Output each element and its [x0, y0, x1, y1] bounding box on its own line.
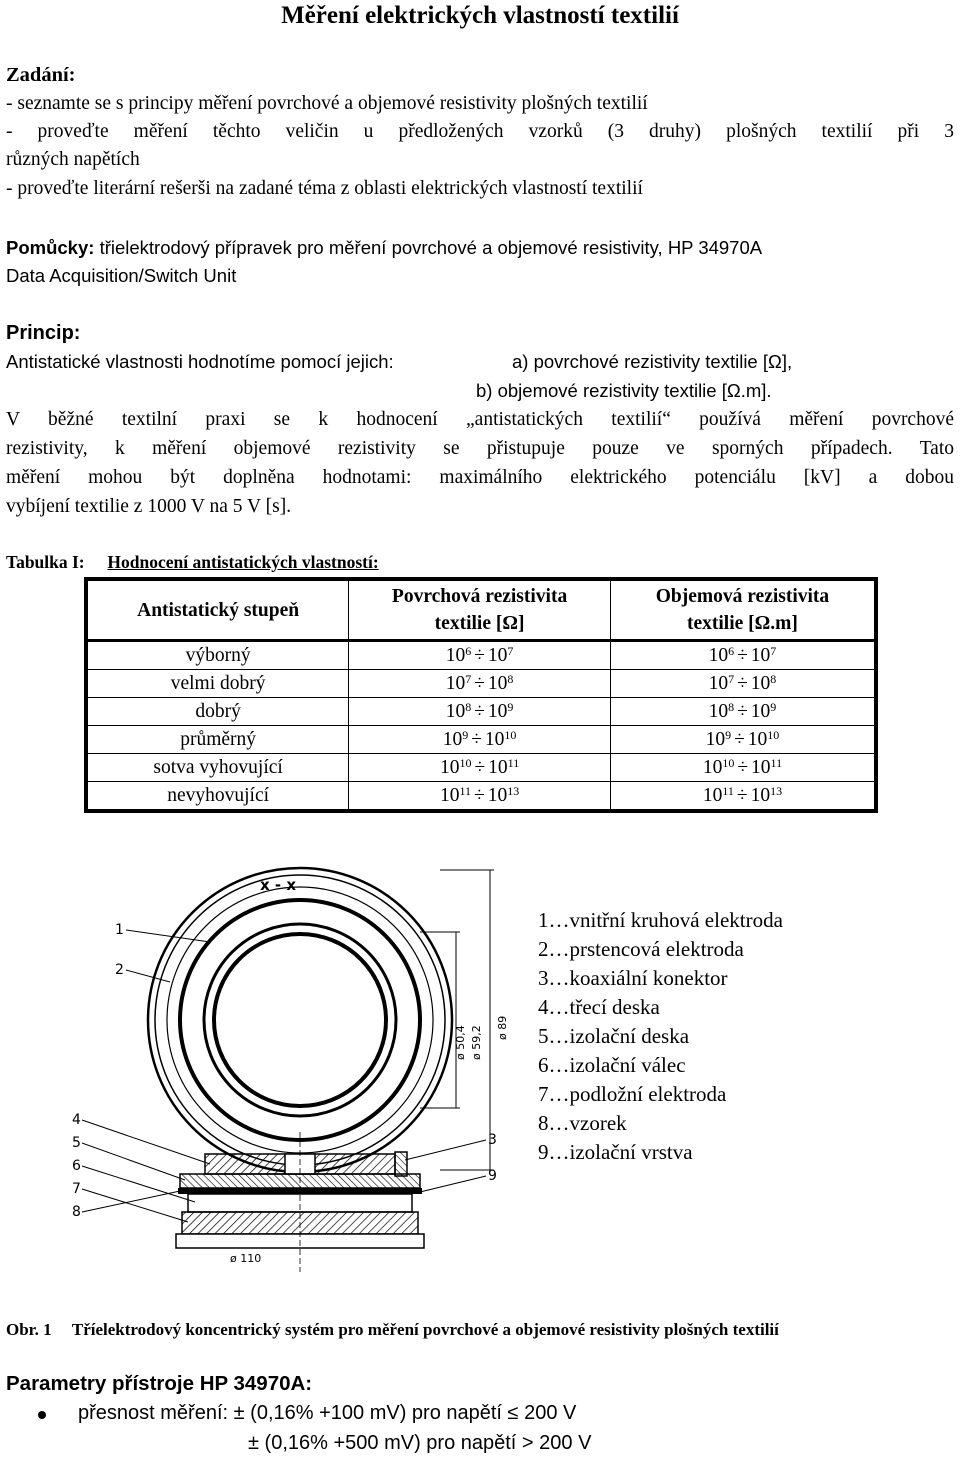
figure-caption	[6, 1320, 779, 1340]
zadani-item: - proveďte literární rešerši na zadané téma z oblasti elektrických vlastností textilií	[6, 178, 643, 199]
header-surface: Povrchová rezistivita textilie [Ω]	[349, 579, 611, 641]
grade-cell: výborný	[86, 641, 349, 670]
table-row	[86, 641, 876, 670]
grade-cell: velmi dobrý	[86, 670, 349, 698]
grade-cell: sotva vyhovující	[86, 754, 349, 782]
grade-cell: průměrný	[86, 726, 349, 754]
table-row	[86, 726, 876, 754]
surface-resistivity-cell: $10^7 \div 10^8$	[349, 670, 611, 698]
zadani-item: - seznamte se s principy měření povrchové a objemové resistivity plošných textilií	[6, 93, 648, 114]
table-header-row	[86, 579, 876, 641]
section-label: x - x	[260, 876, 297, 894]
side-view	[176, 1132, 424, 1272]
pomucky-text: třielektrodový přípravek pro měření povrchové a objemové resistivity, HP 34970A	[99, 237, 763, 258]
callout-2: 2	[115, 962, 124, 978]
figure-caption-label: Obr. 1	[6, 1320, 52, 1339]
volume-resistivity-cell: $10^8 \div 10^9$	[610, 698, 876, 726]
dim-inner: ø 50,4	[454, 1025, 467, 1060]
figure-caption-text: Tříelektrodový koncentrický systém pro měření povrchové a objemové resistivity plošných textilií	[71, 1320, 779, 1339]
dim-base: ø 110	[230, 1252, 262, 1265]
grade-cell: nevyhovující	[86, 782, 349, 812]
pomucky-line	[6, 237, 762, 259]
surface-resistivity-cell: $10^{10} \div 10^{11}$	[349, 754, 611, 782]
princip-line: Antistatické vlastnosti hodnotíme pomocí jejich:	[6, 351, 394, 372]
callout-9: 9	[488, 1168, 497, 1184]
bullet-value-1: ± (0,16% +100 mV) pro napětí ≤ 200 V	[233, 1402, 577, 1424]
callout-3: 3	[488, 1132, 497, 1148]
callout-1: 1	[115, 922, 124, 938]
princip-option-a: a) povrchové rezistivity textilie [Ω],	[512, 351, 793, 372]
zadani-item	[6, 121, 954, 143]
volume-resistivity-cell: $10^7 \div 10^8$	[610, 670, 876, 698]
legend-item: 9…izolační vrstva	[538, 1140, 693, 1164]
volume-resistivity-cell: $10^{10} \div 10^{11}$	[610, 754, 876, 782]
callout-5: 5	[72, 1135, 81, 1151]
callout-8: 8	[72, 1204, 81, 1220]
princip-heading: Princip:	[6, 322, 81, 344]
surface-resistivity-cell: $10^9 \div 10^{10}$	[349, 726, 611, 754]
pomucky-label: Pomůcky:	[6, 237, 95, 258]
volume-resistivity-cell: $10^6 \div 10^7$	[610, 641, 876, 670]
paragraph-line: V běžné textilní praxi se k hodnocení „antistatických textilií“ používá měření povrchové	[6, 409, 954, 430]
table-row	[86, 698, 876, 726]
table-caption	[6, 552, 379, 573]
volume-resistivity-cell: $10^{11} \div 10^{13}$	[610, 782, 876, 812]
parametry-line-1	[78, 1402, 576, 1425]
table-caption-text: Hodnocení antistatických vlastností:	[107, 552, 379, 572]
legend-item: 7…podložní elektroda	[538, 1082, 727, 1106]
parametry-heading: Parametry přístroje HP 34970A:	[6, 1372, 313, 1395]
antistatic-table	[84, 577, 878, 813]
top-view	[148, 868, 452, 1172]
callout-6: 6	[72, 1158, 81, 1174]
bullet-dot	[38, 1411, 46, 1419]
legend-item: 2…prstencová elektroda	[538, 937, 744, 961]
figure-legend	[538, 908, 783, 1169]
princip-option-b: b) objemové rezistivity textilie [Ω.m].	[476, 380, 772, 401]
paragraph-line: měření mohou být doplněna hodnotami: maximálního elektrického potenciálu [kV] a dobou	[6, 467, 954, 488]
header-volume: Objemová rezistivita textilie [Ω.m]	[610, 579, 876, 641]
zadani-item: různých napětích	[6, 149, 140, 170]
surface-resistivity-cell: $10^6 \div 10^7$	[349, 641, 611, 670]
grade-cell: dobrý	[86, 698, 349, 726]
legend-item: 4…třecí deska	[538, 995, 660, 1019]
legend-item: 1…vnitřní kruhová elektroda	[538, 908, 783, 932]
callout-4: 4	[72, 1112, 81, 1128]
table-row	[86, 782, 876, 812]
legend-item: 5…izolační deska	[538, 1024, 690, 1048]
callout-7: 7	[72, 1181, 81, 1197]
header-grade: Antistatický stupeň	[86, 579, 349, 641]
zadani-item-text: - proveďte měření těchto veličin u předložených vzorků (3 druhy) plošných textilií při 3	[6, 121, 954, 142]
legend-item: 8…vzorek	[538, 1111, 627, 1135]
surface-resistivity-cell: $10^{11} \div 10^{13}$	[349, 782, 611, 812]
paragraph-line: vybíjení textilie z 1000 V na 5 V [s].	[6, 496, 292, 517]
bullet-label: přesnost měření:	[78, 1402, 229, 1424]
table-label: Tabulka I:	[6, 552, 85, 572]
electrode-figure	[60, 862, 540, 1292]
legend-item: 6…izolační válec	[538, 1053, 686, 1077]
table-row	[86, 754, 876, 782]
dimension-lines	[420, 870, 494, 1170]
dim-outer: ø 89	[496, 1015, 509, 1040]
princip-paragraph	[6, 409, 954, 525]
dim-mid: ø 59,2	[470, 1025, 483, 1060]
legend-item: 3…koaxiální konektor	[538, 966, 728, 990]
paragraph-line: rezistivity, k měření objemové rezistivity se přistupuje pouze ve sporných případech. Tato	[6, 438, 954, 459]
surface-resistivity-cell: $10^8 \div 10^9$	[349, 698, 611, 726]
table-row	[86, 670, 876, 698]
pomucky-line-2: Data Acquisition/Switch Unit	[6, 265, 237, 286]
page-title: Měření elektrických vlastností textilií	[281, 2, 679, 29]
volume-resistivity-cell: $10^9 \div 10^{10}$	[610, 726, 876, 754]
bullet-value-2: ± (0,16% +500 mV) pro napětí > 200 V	[248, 1432, 592, 1454]
zadani-heading: Zadání:	[6, 64, 76, 86]
